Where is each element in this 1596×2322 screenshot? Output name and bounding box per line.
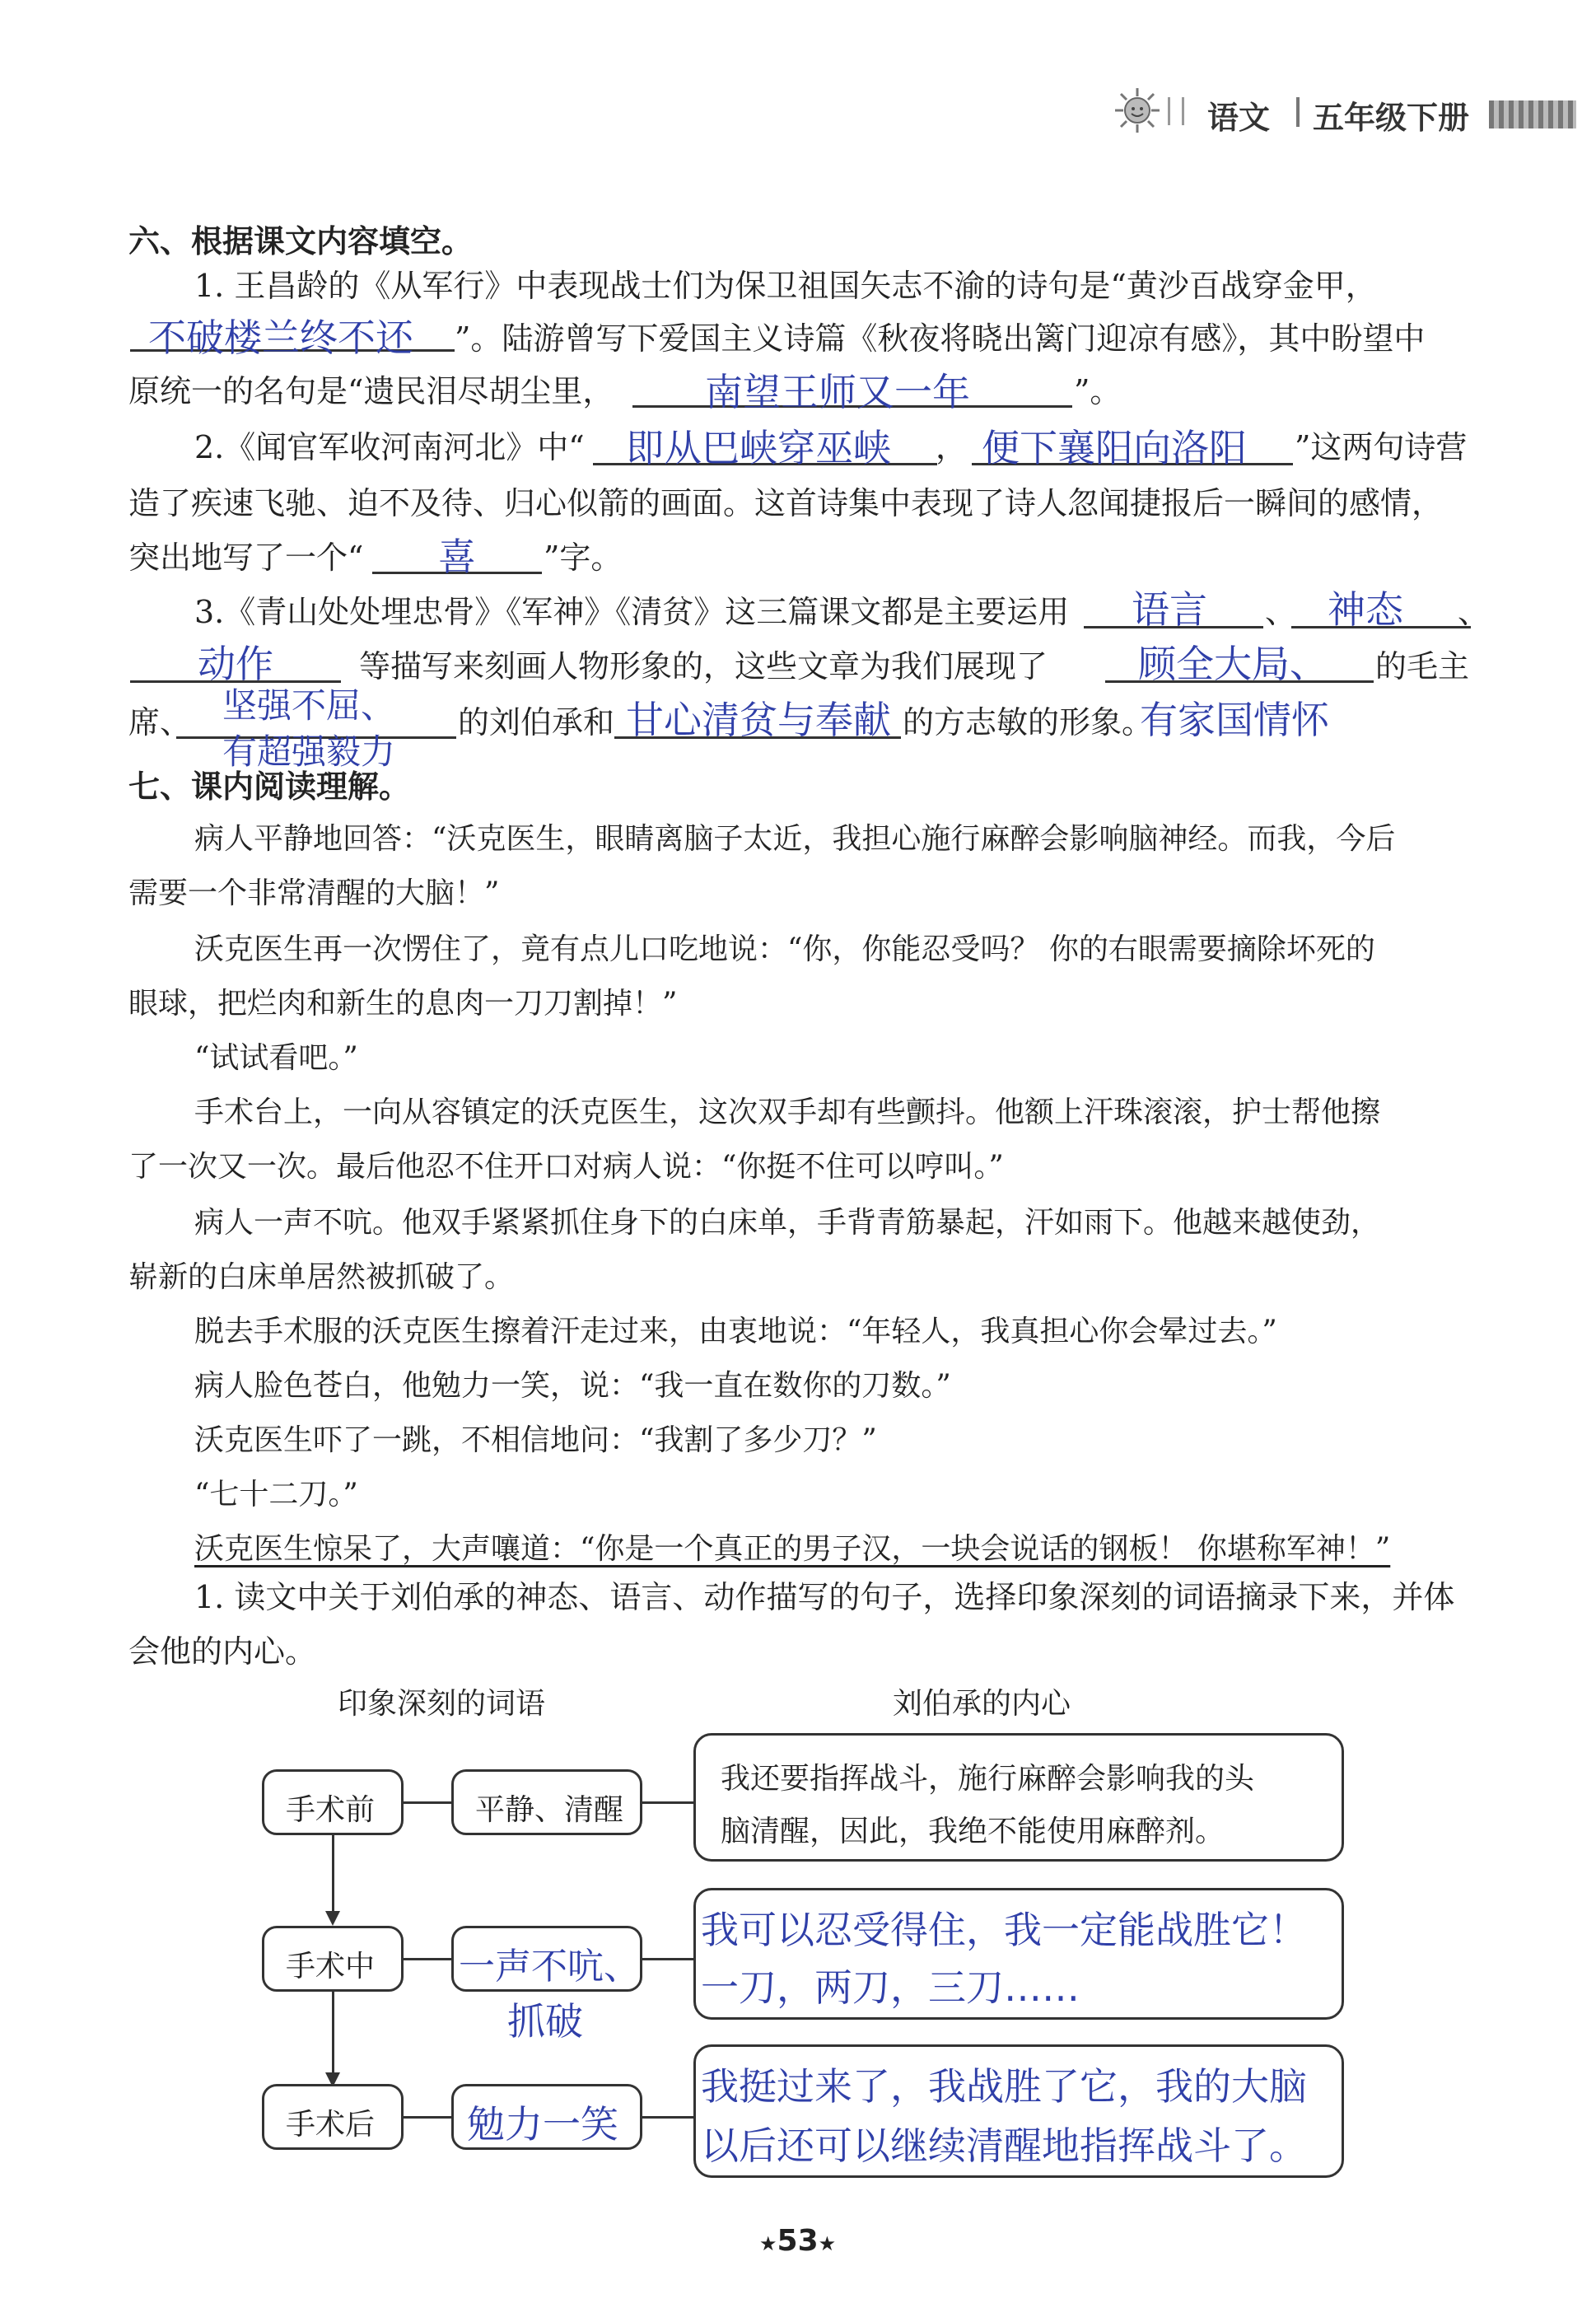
connector-horizontal <box>404 1801 451 1804</box>
q3-answer4: 顾全大局、 <box>1138 642 1328 686</box>
passage-line: 病人脸色苍白，他勉力一笑，说：“我一直在数你的刀数。” <box>194 1369 951 1403</box>
stage-box-before <box>262 1769 404 1835</box>
q1-line3-before: 原统一的名句是“遗民泪尽胡尘里， <box>128 373 614 409</box>
page-number-value: 53 <box>777 2224 819 2258</box>
passage-line: 手术台上，一向从容镇定的沃克医生，这次双手却有些颤抖。他额上汗珠滚滚，护士帮他擦 <box>194 1096 1381 1129</box>
header-subject: 语文 <box>1207 99 1271 136</box>
q3-answer1: 语言 <box>1132 587 1207 632</box>
q1-answer1: 不破楼兰终不还 <box>148 315 413 360</box>
q1-line1: 1. 王昌龄的《从军行》中表现战士们为保卫祖国矢志不渝的诗句是“黄沙百战穿金甲， <box>194 268 1377 304</box>
heart-line2: 脑清醒，因此，我绝不能使用麻醉剂。 <box>721 1815 1225 1848</box>
connector-horizontal <box>404 1958 451 1960</box>
q2-answer2: 便下襄阳向洛阳 <box>982 426 1247 470</box>
stage-label: 手术前 <box>286 1793 376 1827</box>
words-box-during <box>451 1926 642 1992</box>
words-label: 平静、清醒 <box>475 1793 624 1827</box>
passage-line: “试试看吧。” <box>194 1041 358 1075</box>
q1-line3-after: ”。 <box>1074 373 1122 409</box>
q2-line3-after: ”字。 <box>544 540 623 576</box>
q3-answer5a: 坚强不屈、 <box>222 685 396 726</box>
section6-title: 六、根据课文内容填空。 <box>128 222 474 259</box>
stage-box-after <box>262 2084 404 2150</box>
page-number <box>759 2224 836 2258</box>
connector-horizontal <box>642 2116 693 2119</box>
words-box-after <box>451 2084 642 2150</box>
heart-line2: 以后还可以继续清醒地指挥战斗了。 <box>701 2123 1307 2168</box>
question1-line1: 1. 读文中关于刘伯承的神态、语言、动作描写的句子，选择印象深刻的词语摘录下来，并体 <box>194 1579 1455 1615</box>
q2-line3-before: 突出地写了一个“ <box>128 540 364 576</box>
q3-answer7: 有家国情怀 <box>1140 698 1329 742</box>
passage-line: 病人一声不吭。他双手紧紧抓住身下的白床单，手背青筋暴起，汗如雨下。他越来越使劲， <box>194 1206 1381 1240</box>
passage-line-underlined: 沃克医生惊呆了，大声嚷道：“你是一个真正的男子汉，一块会说话的钢板！ 你堪称军神！” <box>194 1532 1391 1566</box>
q3-line1: 3.《青山处处埋忠骨》《军神》《清贫》这三篇课文都是主要运用 <box>194 594 1070 630</box>
words-label: 一声不吭、 <box>459 1946 640 1988</box>
q2-line2: 造了疾速飞驰、迫不及待、归心似箭的画面。这首诗集中表现了诗人忽闻捷报后一瞬间的感情， <box>128 485 1444 521</box>
stage-box-during <box>262 1926 404 1992</box>
q3-line3-mid: 的刘伯承和 <box>458 704 615 741</box>
passage-line: 沃克医生吓了一跳，不相信地问：“我割了多少刀？” <box>194 1423 877 1457</box>
q3-line3-before: 席、 <box>128 704 192 741</box>
q2-line1-after: ”这两句诗营 <box>1295 429 1468 465</box>
heart-line1: 我可以忍受得住，我一定能战胜它！ <box>701 1908 1307 1952</box>
stage-label: 手术后 <box>286 2108 376 2142</box>
sun-logo-icon <box>1113 86 1161 134</box>
connector-vertical <box>332 1990 334 2077</box>
arrow-down-icon <box>325 1911 340 1926</box>
connector-horizontal <box>404 2116 451 2119</box>
passage-line: 需要一个非常清醒的大脑！” <box>128 876 500 910</box>
connector-horizontal <box>642 1958 693 1960</box>
q3-line2-mid: 等描写来刻画人物形象的，这些文章为我们展现了 <box>359 648 1048 684</box>
passage-line: 了一次又一次。最后他忍不住开口对病人说：“你挺不住可以哼叫。” <box>128 1150 1004 1184</box>
passage-line: 脱去手术服的沃克医生擦着汗走过来，由衷地说：“年轻人，我真担心你会晕过去。” <box>194 1315 1277 1348</box>
q3-answer6: 甘心清贫与奉献 <box>626 698 891 742</box>
q3-sep2: 、 <box>1458 594 1490 630</box>
q3-sep1: 、 <box>1265 594 1297 630</box>
header-divider <box>1168 97 1184 125</box>
heart-line1: 我还要指挥战斗，施行麻醉会影响我的头 <box>721 1762 1255 1796</box>
q3-line2-after: 的毛主 <box>1375 648 1470 684</box>
stage-label: 手术中 <box>286 1950 376 1983</box>
connector-vertical <box>332 1835 334 1918</box>
header-grade: 五年级下册 <box>1313 99 1470 136</box>
passage-line: 病人平静地回答：“沃克医生，眼睛离脑子太近，我担心施行麻醉会影响脑神经。而我，今后 <box>194 822 1396 856</box>
section7-title: 七、课内阅读理解。 <box>128 768 411 805</box>
q2-comma: ， <box>936 429 968 465</box>
heart-box-before <box>693 1733 1344 1862</box>
q3-answer2: 神态 <box>1328 587 1403 632</box>
q1-answer2: 南望王师又一年 <box>705 370 970 414</box>
heart-line1: 我挺过来了，我战胜了它，我的大脑 <box>701 2064 1307 2109</box>
passage-line: “七十二刀。” <box>194 1478 358 1511</box>
question1-line2: 会他的内心。 <box>128 1633 317 1670</box>
q2-answer3: 喜 <box>438 535 476 579</box>
passage-line: 眼球，把烂肉和新生的息肉一刀刀割掉！” <box>128 987 678 1021</box>
words-label: 勉力一笑 <box>467 2102 618 2147</box>
q1-line2: ”。陆游曾写下爱国主义诗篇《秋夜将晓出篱门迎凉有感》，其中盼望中 <box>455 320 1426 357</box>
star-icon: ★ <box>759 2232 777 2255</box>
q3-line3-after: 的方志敏的形象。 <box>903 704 1154 741</box>
connector-horizontal <box>642 1801 693 1804</box>
col2-header: 刘伯承的内心 <box>893 1687 1071 1721</box>
passage-line: 沃克医生再一次愣住了，竟有点儿口吃地说：“你，你能忍受吗？ 你的右眼需要摘除坏死的 <box>194 932 1375 966</box>
heart-box-after <box>693 2044 1344 2178</box>
star-icon: ★ <box>818 2232 837 2255</box>
heart-box-during <box>693 1888 1344 2020</box>
q2-line1-before: 2.《闻官军收河南河北》中“ <box>194 429 585 465</box>
passage-line: 崭新的白床单居然被抓破了。 <box>128 1260 515 1294</box>
heart-line2: 一刀，两刀，三刀…… <box>701 1965 1080 2010</box>
header-stripe <box>1489 100 1576 128</box>
col1-header: 印象深刻的词语 <box>338 1687 546 1721</box>
words-extra: 抓破 <box>507 1999 583 2044</box>
q2-answer1: 即从巴峡穿巫峡 <box>626 426 891 470</box>
header-divider-2 <box>1296 97 1300 127</box>
q3-answer3: 动作 <box>198 642 273 686</box>
words-box-before <box>451 1769 642 1835</box>
q3-answer5b: 有超强毅力 <box>222 731 396 772</box>
